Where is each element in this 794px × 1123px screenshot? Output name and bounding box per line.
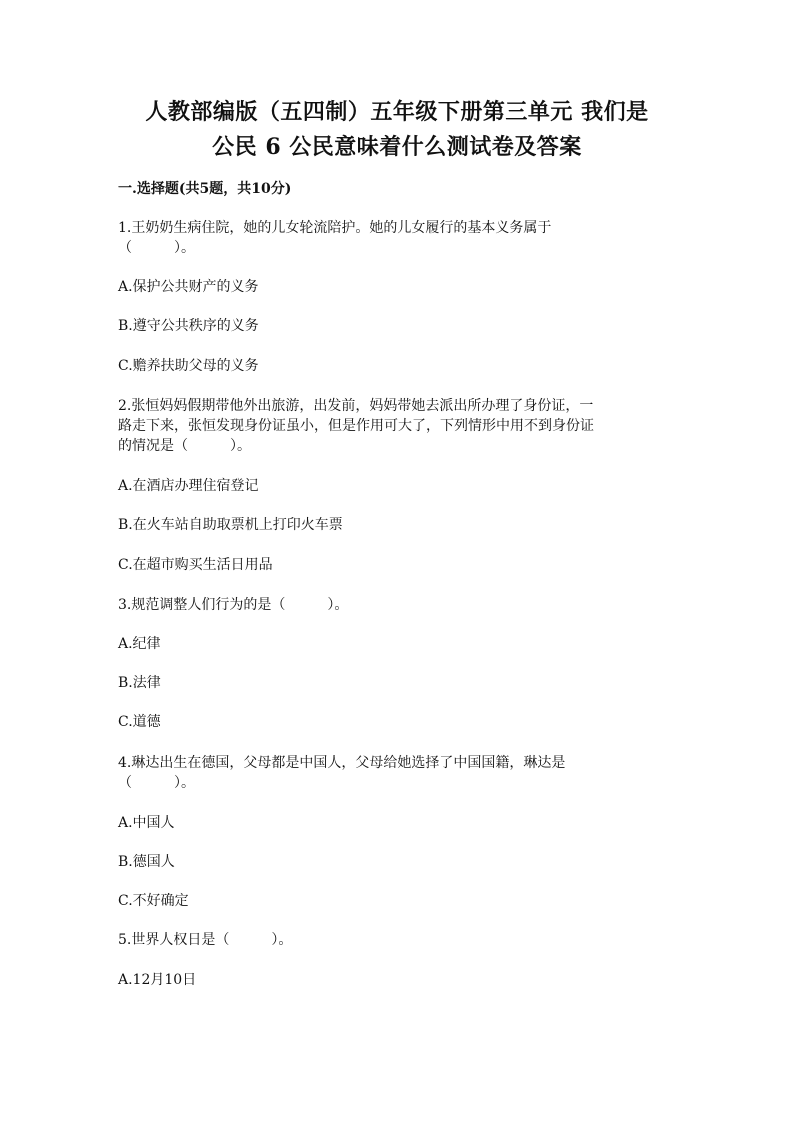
question-5-option-a: A.12月10日 xyxy=(118,972,197,988)
section-heading: 一.选择题(共5题，共10分) xyxy=(118,181,292,197)
question-2-option-a: A.在酒店办理住宿登记 xyxy=(118,478,259,494)
question-5-stem-line-1: 5.世界人权日是（ ）。 xyxy=(118,932,293,948)
question-3-option-c: C.道德 xyxy=(118,714,161,730)
document-title-line-1: 人教部编版（五四制）五年级下册第三单元 我们是 xyxy=(145,99,649,125)
question-3-option-b: B.法律 xyxy=(118,675,161,691)
question-1-option-a: A.保护公共财产的义务 xyxy=(118,279,259,295)
question-2-stem-line-3: 的情况是（ ）。 xyxy=(118,438,251,454)
question-2-stem-line-1: 2.张恒妈妈假期带他外出旅游，出发前，妈妈带她去派出所办理了身份证，一 xyxy=(118,398,594,414)
question-1-option-b: B.遵守公共秩序的义务 xyxy=(118,318,259,334)
question-4-option-c: C.不好确定 xyxy=(118,893,189,909)
question-4-option-b: B.德国人 xyxy=(118,854,175,870)
question-3-option-a: A.纪律 xyxy=(118,636,161,652)
question-1-stem-line-1: 1.王奶奶生病住院，她的儿女轮流陪护。她的儿女履行的基本义务属于 xyxy=(118,220,552,236)
question-4-option-a: A.中国人 xyxy=(118,815,175,831)
question-1-option-c: C.赡养扶助父母的义务 xyxy=(118,358,259,374)
question-4-stem-line-2: （ ）。 xyxy=(118,775,195,791)
question-3-stem-line-1: 3.规范调整人们行为的是（ ）。 xyxy=(118,597,349,613)
question-2-option-c: C.在超市购买生活日用品 xyxy=(118,557,273,573)
question-4-stem-line-1: 4.琳达出生在德国，父母都是中国人，父母给她选择了中国国籍，琳达是 xyxy=(118,755,566,771)
question-2-stem-line-2: 路走下来，张恒发现身份证虽小，但是作用可大了，下列情形中用不到身份证 xyxy=(118,418,594,434)
question-2-option-b: B.在火车站自助取票机上打印火车票 xyxy=(118,517,343,533)
question-1-stem-line-2: （ ）。 xyxy=(118,240,195,256)
document-title-line-2: 公民 6 公民意味着什么测试卷及答案 xyxy=(212,134,582,160)
